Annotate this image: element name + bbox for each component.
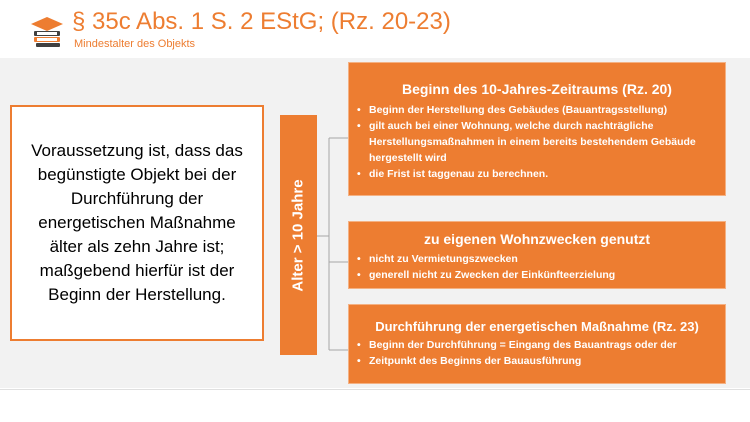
age-bar-label: Alter > 10 Jahre — [290, 178, 307, 292]
box-title: Durchführung der energetischen Maßnahme (Rz. 23) — [375, 319, 699, 334]
list-item: • Beginn der Durchführung = Eingang des Bauantrags oder der — [357, 337, 719, 353]
box-own-use — [348, 221, 726, 289]
page-title: § 35c Abs. 1 S. 2 EStG; (Rz. 20-23) — [72, 8, 451, 35]
list-item: • die Frist ist taggenau zu berechnen. — [357, 166, 719, 182]
list-item: • gilt auch bei einer Wohnung, welche durch nachträgliche Herstellungsmaßnahmen in einem bereits bestehendem Gebäude hergestellt wird — [357, 118, 719, 166]
box-measure-execution — [348, 304, 726, 384]
box-title: Beginn des 10-Jahres-Zeitraums (Rz. 20) — [402, 81, 672, 97]
box-period-start — [348, 62, 726, 196]
page-subtitle: Mindestalter des Objekts — [74, 38, 196, 50]
slide-header — [0, 0, 750, 58]
age-bar — [280, 115, 317, 355]
box-title: zu eigenen Wohnzwecken genutzt — [423, 231, 651, 247]
list-item: • generell nicht zu Zwecken der Einkünfteerzielung — [357, 267, 719, 283]
book-stack-icon — [30, 14, 64, 48]
list-item: • Zeitpunkt des Beginns der Bauausführung — [357, 353, 719, 369]
requirement-box — [10, 105, 264, 341]
requirement-text: Voraussetzung ist, dass das begünstigte Objekt bei der Durchführung der energetischen Maßnahme älter als zehn Jahre ist; maßgebend hierfür ist der Beginn der Herstellung. — [31, 141, 243, 304]
bullet-list — [349, 337, 725, 369]
footer-divider — [0, 389, 750, 390]
bullet-list — [349, 251, 725, 283]
list-item: • Beginn der Herstellung des Gebäudes (Bauantragsstellung) — [357, 102, 719, 118]
bullet-list — [349, 102, 725, 182]
list-item: • nicht zu Vermietungszwecken — [357, 251, 719, 267]
